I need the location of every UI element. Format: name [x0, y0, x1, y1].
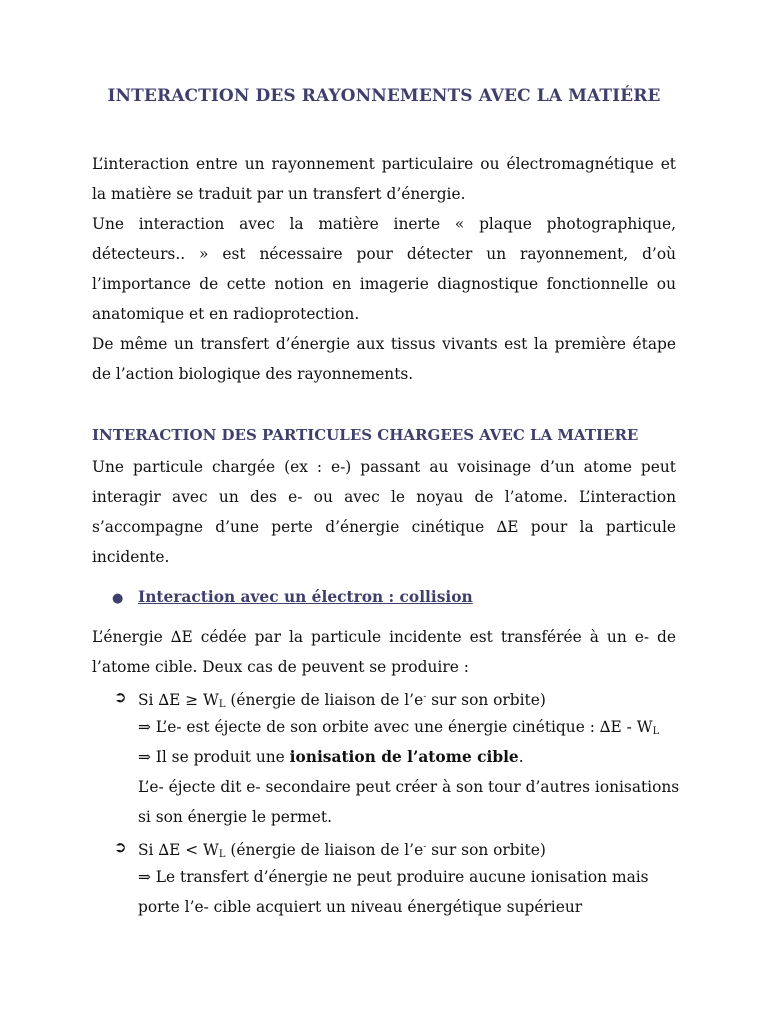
intro-paragraph-2: Une interaction avec la matière inerte « plaque photographique, détecteurs.. » est nécessaire pour détecter un rayonnement, d’où l’importance de cette notion en imagerie diagnostique fonctionnelle ou anatomique et en radioprotection.: [92, 215, 676, 323]
intro-paragraph-3: De même un transfert d’énergie aux tissus vivants est la première étape de l’action biologique des rayonnements.: [92, 335, 676, 383]
section-heading: INTERACTION DES PARTICULES CHARGEES AVEC LA MATIERE: [92, 426, 639, 444]
bullet-item: [112, 582, 473, 614]
case1-result-1-text: ⇒ L’e- est éjecte de son orbite avec une énergie cinétique : ∆E - W: [138, 718, 653, 736]
case1-result-2-text: ⇒ Il se produit une: [138, 748, 290, 766]
case2-condition-text: Si ∆E < W: [138, 841, 219, 859]
case2-condition-mid: (énergie de liaison de l’e: [225, 841, 424, 859]
case2-result-line-1: ⇒ Le transfert d’énergie ne peut produire aucune ionisation mais: [138, 868, 649, 886]
case1-result-2: [138, 742, 524, 772]
curved-arrow-icon: ➲: [114, 688, 127, 706]
section-paragraph-2: L’énergie ∆E cédée par la particule incidente est transférée à un e- de l’atome cible. Deux cas de peuvent se produire :: [92, 628, 676, 676]
case1-subscript: L: [218, 699, 226, 710]
case1-result-3-line-1: L’e- éjecte dit e- secondaire peut créer à son tour d’autres ionisations: [138, 778, 680, 796]
case1-condition-mid: (énergie de liaison de l’e: [225, 691, 424, 709]
intro-paragraph-1: L’interaction entre un rayonnement particulaire ou électromagnétique et la matière se traduit par un transfert d’énergie.: [92, 155, 676, 203]
case1-result-1-subscript: L: [652, 726, 660, 737]
bullet-dot-icon: ●: [112, 591, 124, 606]
curved-arrow-icon: ➲: [114, 838, 127, 856]
case1-condition-text: Si ∆E ≥ W: [138, 691, 219, 709]
case1-condition-end: sur son orbite): [426, 691, 546, 709]
case1-superscript: -: [423, 692, 427, 702]
case2-subscript: L: [218, 849, 226, 860]
case1-result-3-line-2: si son énergie le permet.: [138, 808, 332, 826]
case2-superscript: -: [423, 842, 427, 852]
case1-result-2-end: .: [518, 748, 524, 766]
case2-condition-end: sur son orbite): [426, 841, 546, 859]
case1-result-2-bold: ionisation de l’atome cible: [289, 748, 519, 766]
case2-result-line-2: porte l’e- cible acquiert un niveau énergétique supérieur: [138, 898, 583, 916]
bullet-heading: Interaction avec un électron : collision: [138, 588, 473, 606]
document-title: INTERACTION DES RAYONNEMENTS AVEC LA MATIÉRE: [107, 86, 661, 106]
section-paragraph-1: Une particule chargée (ex : e-) passant au voisinage d’un atome peut interagir avec un des e- ou avec le noyau de l’atome. L’interaction s’accompagne d’une perte d’énergie cinétique ∆E pour la particule incidente.: [92, 458, 676, 566]
